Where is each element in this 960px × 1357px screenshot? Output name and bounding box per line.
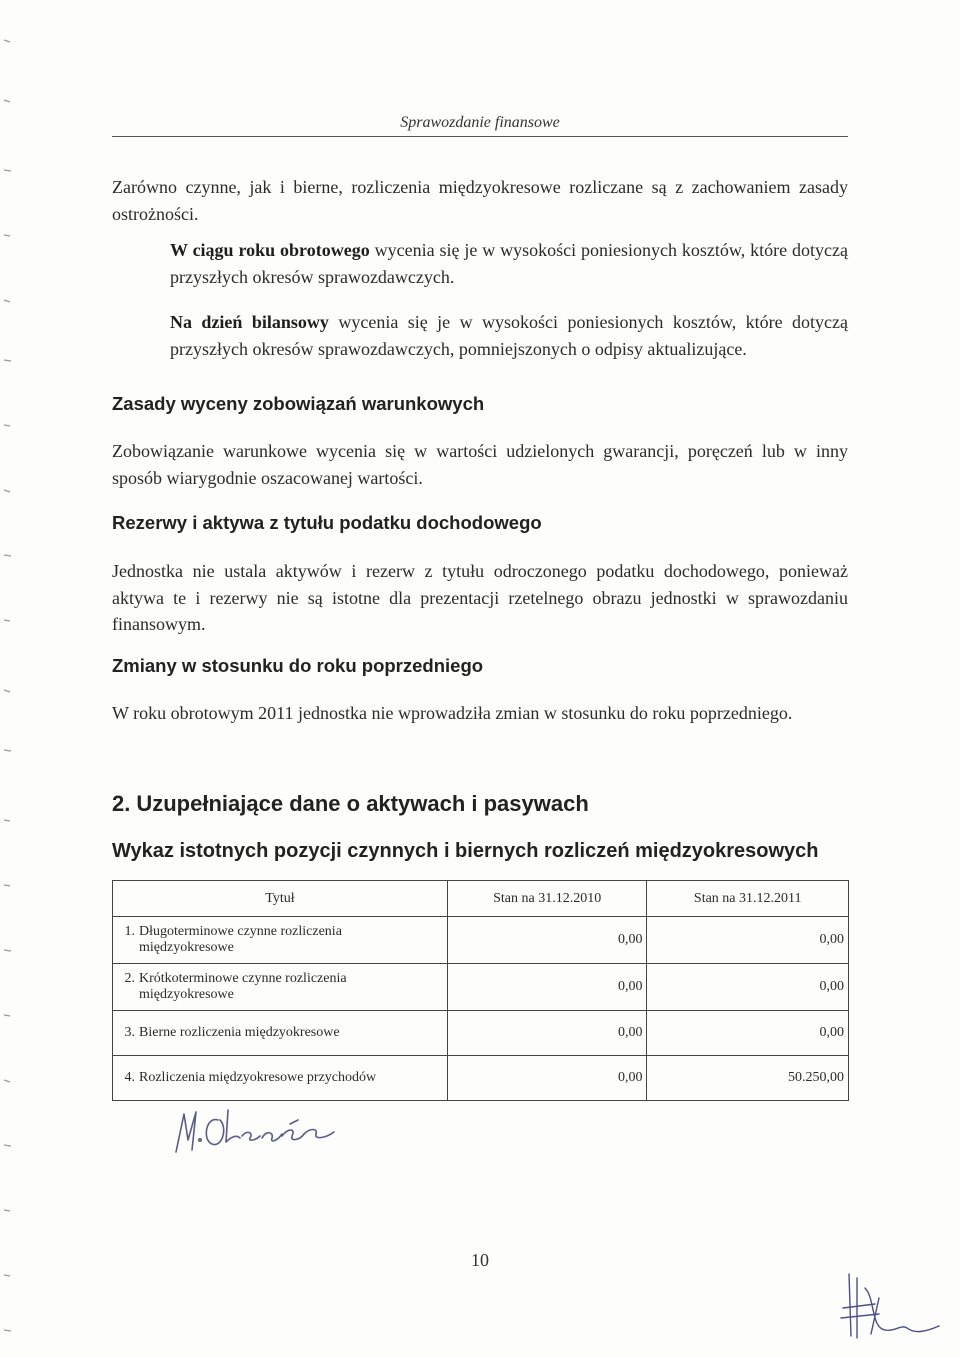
paragraph-during-year-text: wycenia się je w wysokości poniesionych kosztów, które dotyczą przyszłych okresów sprawozdawczych. [170,240,848,287]
paragraph-changes [112,700,848,727]
paragraph-balance-day-text: wycenia się je w wysokości poniesionych kosztów, które dotyczą przyszłych okresów sprawozdawczych, pomniejszonych o odpisy aktualizujące. [170,312,849,359]
paragraph-tax-provisions-text: Jednostka nie ustala aktywów i rezerw z tytułu odroczonego podatku dochodowego, ponieważ aktywa te i rezerwy nie są istotne dla prezentacji rzetelnego obrazu jednostki w sprawozdaniu finansowym. [112,561,848,634]
value-2011: 0,00 [647,917,849,964]
paragraph-prudence-text: Zarówno czynne, jak i bierne, rozliczenia międzyokresowe rozliczane są z zachowaniem zasady ostrożności. [112,177,848,224]
row-number: 1. [124,924,135,939]
column-header-title: Tytuł [113,881,448,917]
paragraph-during-year-lead: W ciągu roku obrotowego [170,240,370,260]
table-row [113,964,849,1011]
paragraph-contingent-liabilities [112,438,848,491]
row-label-cell [113,964,448,1011]
paragraph-prudence [112,174,848,227]
value-2010: 0,00 [447,964,647,1011]
accruals-table [112,880,849,1101]
row-label: Długoterminowe czynne rozliczenia międzyokresowe [139,924,342,955]
paragraph-tax-provisions [112,558,848,638]
row-number: 4. [124,1070,135,1085]
signature-image [170,1100,350,1160]
initials-mark [835,1268,945,1343]
chapter-number: 2. [112,791,131,816]
running-header [112,112,848,137]
value-2011: 50.250,00 [647,1056,849,1101]
value-2010: 0,00 [447,1011,647,1056]
page-number: 10 [471,1250,489,1270]
paragraph-changes-text: W roku obrotowym 2011 jednostka nie wprowadziła zmian w stosunku do roku poprzedniego. [112,703,793,723]
table-row [113,1011,849,1056]
row-number: 3. [124,1025,135,1040]
value-2010: 0,00 [447,1056,647,1101]
table-header-row [113,881,849,917]
running-header-title: Sprawozdanie finansowe [400,114,560,131]
chapter-heading [112,791,589,817]
paragraph-contingent-liabilities-text: Zobowiązanie warunkowe wycenia się w wartości udzielonych gwarancji, poręczeń lub w inny sposób wiarygodnie oszacowanej wartości. [112,441,848,488]
heading-tax-provisions: Rezerwy i aktywa z tytułu podatku dochodowego [112,512,542,533]
paragraph-during-year [170,237,848,290]
value-2010: 0,00 [447,917,647,964]
heading-changes: Zmiany w stosunku do roku poprzedniego [112,655,484,676]
row-label-cell [113,917,448,964]
row-label: Krótkoterminowe czynne rozliczenia międzyokresowe [139,971,347,1002]
column-header-2010: Stan na 31.12.2010 [447,881,647,917]
value-2011: 0,00 [647,1011,849,1056]
row-label: Rozliczenia międzyokresowe przychodów [139,1070,377,1085]
table-row [113,917,849,964]
row-label-cell [113,1056,448,1101]
value-2011: 0,00 [647,964,849,1011]
table-row [113,1056,849,1101]
column-header-2011: Stan na 31.12.2011 [647,881,849,917]
chapter-title: Uzupełniające dane o aktywach i pasywach [136,791,589,816]
paragraph-balance-day [170,309,848,362]
heading-contingent-liabilities: Zasady wyceny zobowiązań warunkowych [112,393,485,414]
paragraph-balance-day-lead: Na dzień bilansowy [170,312,329,332]
row-label-cell [113,1011,448,1056]
row-number: 2. [124,971,135,986]
scan-margin-marks [0,0,20,1357]
table-title: Wykaz istotnych pozycji czynnych i biernych rozliczeń międzyokresowych [112,840,819,862]
row-label: Bierne rozliczenia międzyokresowe [139,1025,340,1040]
